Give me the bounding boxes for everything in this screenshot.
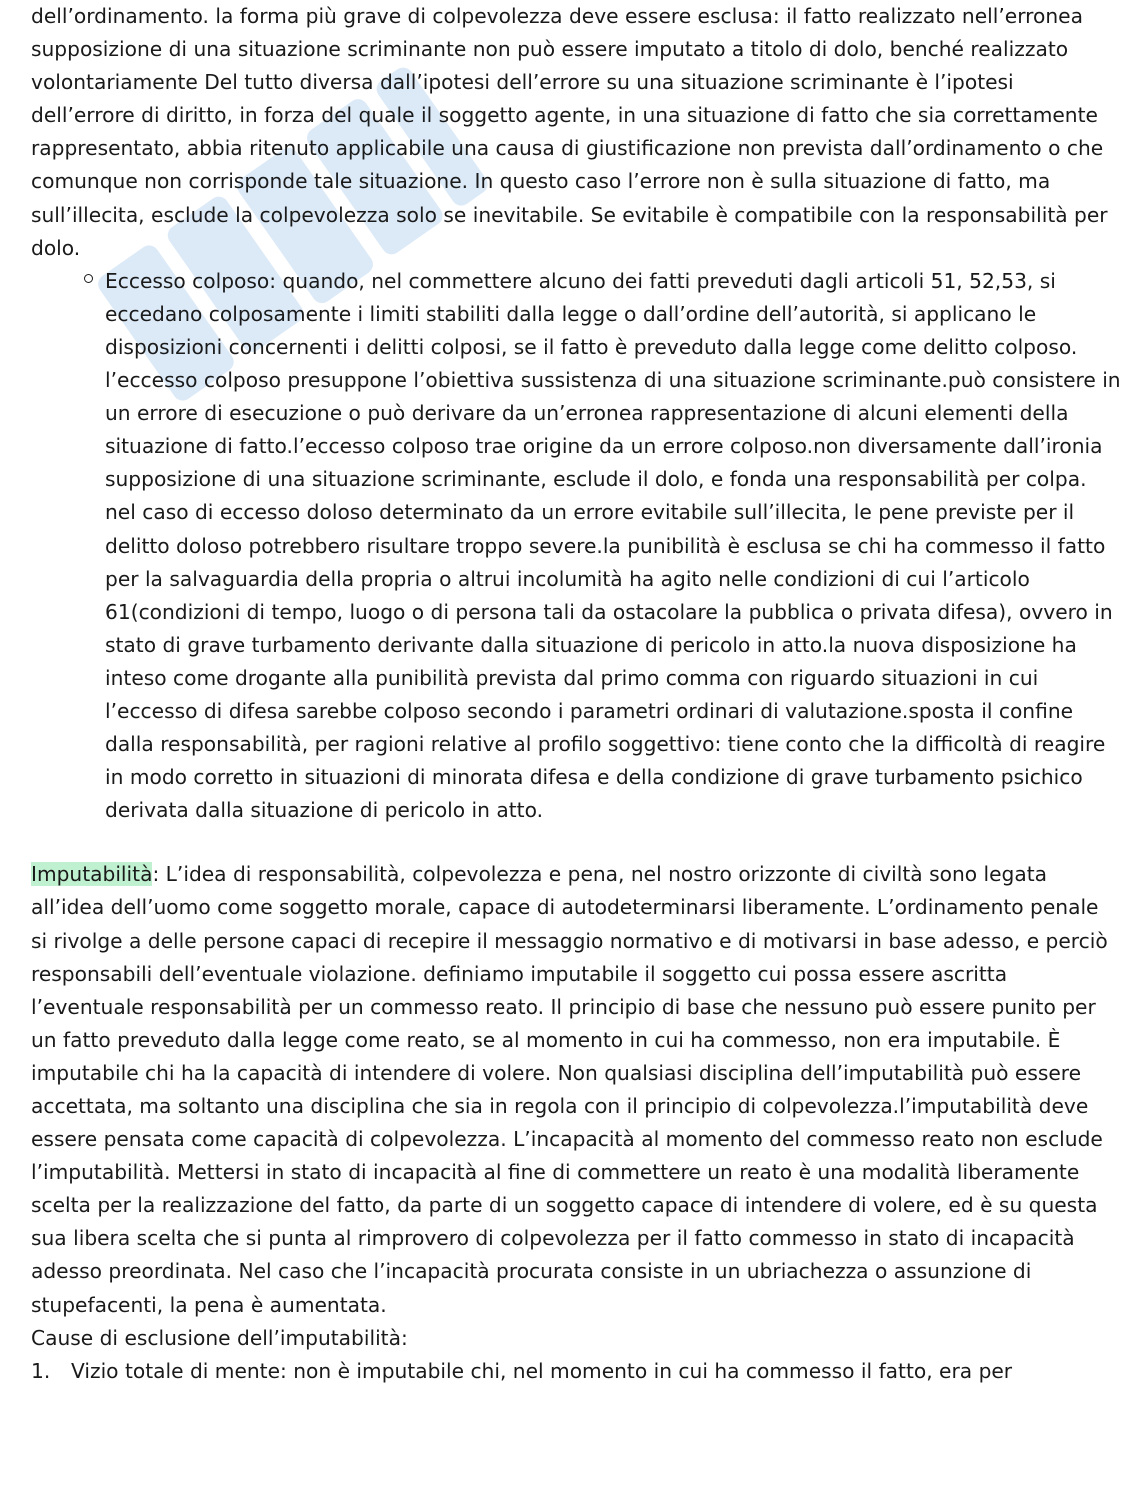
paragraph-errore-scriminante: dell’ordinamento. la forma più grave di colpevolezza deve essere esclusa: il fatto realizzato nell’erronea supposizione di una situazione scriminante non può essere imputato a titolo di dolo, benché realizzato volontariamente Del tutto diversa dall’ipotesi dell’errore su una situazione scriminante è l’ipotesi dell’errore di diritto, in forza del quale il soggetto agente, in una situazione di fatto che sia correttamente rappresentato, abbia ritenuto applicabile una causa di giustificazione non prevista dall’ordinamento o che comunque non corrisponde tale situazione. In questo caso l’errore non è sulla situazione di fatto, ma sull’illecita, esclude la colpevolezza solo se inevitabile. Se evitabile è compatibile con la responsabilità per dolo. <box>31 4 1108 260</box>
list-caption: Cause di esclusione dell’imputabilità: <box>31 1325 408 1350</box>
paragraph-imputabilita-text: : L’idea di responsabilità, colpevolezza e pena, nel nostro orizzonte di civiltà sono legata all’idea dell’uomo come soggetto morale, capace di autodeterminarsi liberamente. L’ordinamento penale si rivolge a delle persone capaci di recepire il messaggio normativo e di motivarsi in base adesso, e perciò responsabili dell’eventuale violazione. definiamo imputabile il soggetto cui possa essere ascritta l’eventuale responsabilità per un commesso reato. Il principio di base che nessuno può essere punito per un fatto preveduto dalla legge come reato, se al momento in cui ha commesso, non era imputabile. È imputabile chi ha la capacità di intendere di volere. Non qualsiasi disciplina dell’imputabilità può essere accettata, ma soltanto una disciplina che sia in regola con il principio di colpevolezza.l’imputabilità deve essere pensata come capacità di colpevolezza. L’incapacità al momento del commesso reato non esclude l’imputabilità. Mettersi in stato di incapacità al fine di commettere un reato è una modalità liberamente scelta per la realizzazione del fatto, da parte di un soggetto capace di intendere di volere, ed è su questa sua libera scelta che si punta al rimprovero di colpevolezza per il fatto commesso in stato di incapacità adesso preordinata. Nel caso che l’incapacità procurata consiste in un ubriachezza o assunzione di stupefacenti, la pena è aumentata. <box>31 862 1108 1317</box>
list-item <box>31 1355 1121 1388</box>
paragraph-spacer <box>31 827 1121 858</box>
bullet-item-eccesso-colposo <box>105 265 1121 828</box>
highlighted-term: Imputabilità <box>31 862 153 887</box>
hollow-bullet-icon <box>84 274 93 283</box>
list-item-text: Vizio totale di mente: non è imputabile chi, nel momento in cui ha commesso il fatto, era per <box>71 1358 1013 1383</box>
list-item-number: 1. <box>31 1358 51 1383</box>
paragraph-imputabilita <box>31 858 1121 1321</box>
bullet-item-text: Eccesso colposo: quando, nel commettere alcuno dei fatti preveduti dagli articoli 51, 52,53, si eccedano colposamente i limiti stabiliti dalla legge o dall’ordine dell’autorità, si applicano le disposizioni concernenti i delitti colposi, se il fatto è preveduto dalla legge come delitto colposo. l’eccesso colposo presuppone l’obiettiva sussistenza di una situazione scriminante.può consistere in un errore di esecuzione o può derivare da un’erronea rappresentazione di alcuni elementi della situazione di fatto.l’eccesso colposo trae origine da un errore colposo.non diversamente dall’ironia supposizione di una situazione scriminante, esclude il dolo, e fonda una responsabilità per colpa. nel caso di eccesso doloso determinato da un errore evitabile sull’illecita, le pene previste per il delitto doloso potrebbero risultare troppo severe.la punibilità è esclusa se chi ha commesso il fatto per la salvaguardia della propria o altrui incolumità ha agito nelle condizioni di cui l’articolo 61(condizioni di tempo, luogo o di persona tali da ostacolare la pubblica o privata difesa), ovvero in stato di grave turbamento derivante dalla situazione di pericolo in atto.la nuova disposizione ha inteso come drogante alla punibilità prevista dal primo comma con riguardo situazioni in cui l’eccesso di difesa sarebbe colposo secondo i parametri ordinari di valutazione.sposta il confine dalla responsabilità, per ragioni relative al profilo soggettivo: tiene conto che la difficoltà di reagire in modo corretto in situazioni di minorata difesa e della condizione di grave turbamento psichico derivata dalla situazione di pericolo in atto. <box>105 268 1121 823</box>
document-page <box>31 0 1121 1388</box>
